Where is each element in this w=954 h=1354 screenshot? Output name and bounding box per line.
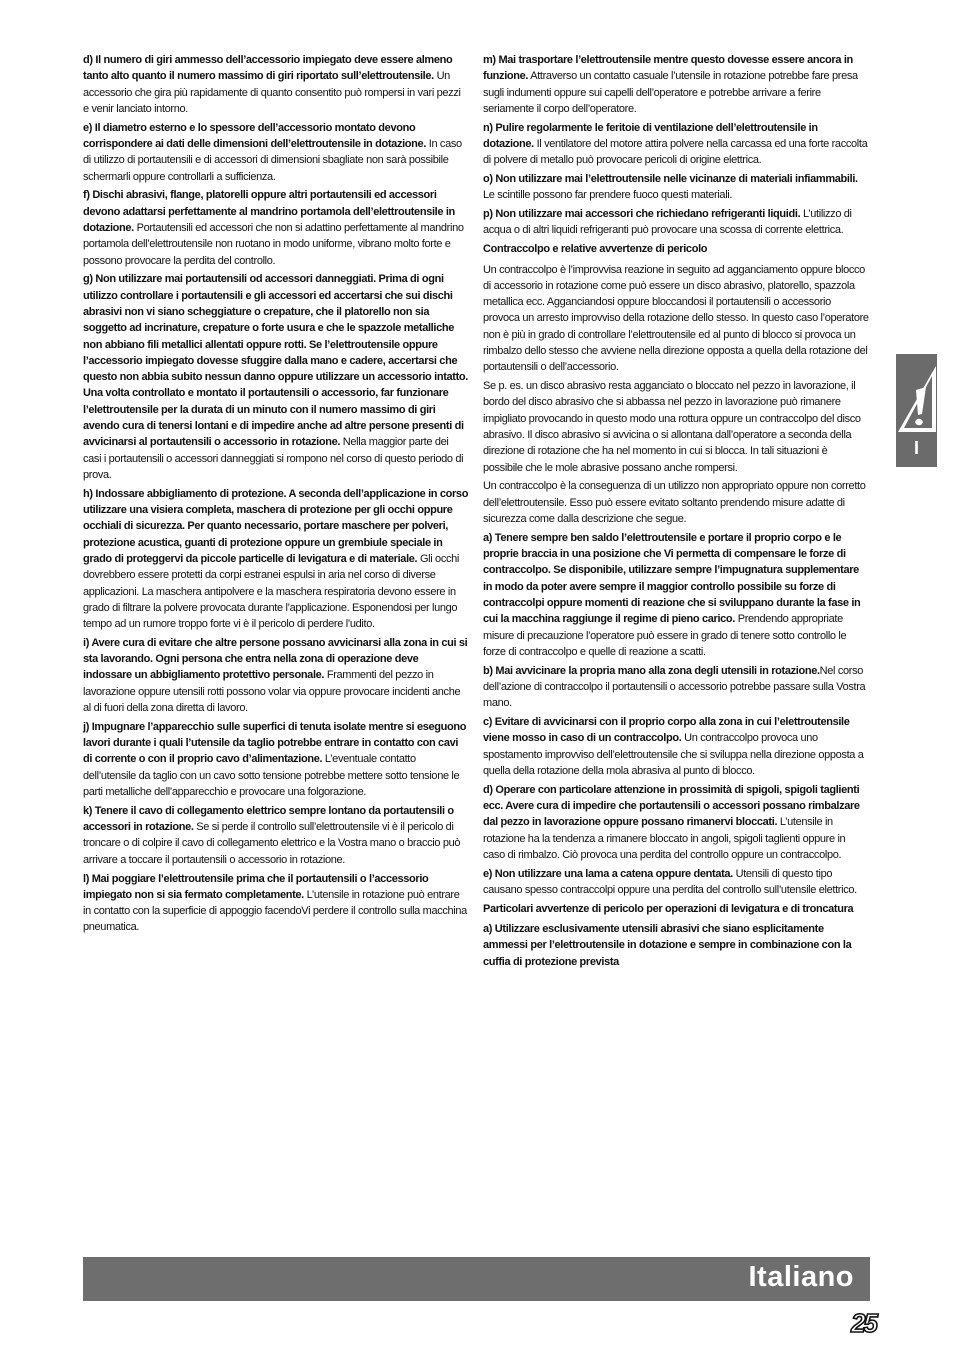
kickback-item-d: d) Operare con particolare attenzione in prossimità di spigoli, spigoli taglienti ecc. Avere cura di impedire che portautensili o accessori possano rimbalzare dal pezzo in lavorazione oppure possano rimanervi bloccati. L’utensile in rotazione ha la tendenza a rimanere bloccato in angoli, spigoli taglienti oppure in caso di rimbalzo. Ciò provoca una perdita del controllo oppure un contraccolpo. [483, 783, 860, 861]
paragraph-k: k) Tenere il cavo di collegamento elettrico sempre lontano da portautensili o accessori in rotazione. Se si perde il controllo sull’elettroutensile vi è il pericolo di troncare o di colpire il cavo di collegamento elettrico e la Vostra mano o braccio può arrivare a toccare il portautensili o accessorio in rotazione. [83, 804, 461, 866]
grinding-item-a: a) Utilizzare esclusivamente utensili abrasivi che siano esplicitamente ammessi per l’elettroutensile in dotazione e sempre in combinazione con la cuffia di protezione prevista [483, 923, 852, 968]
kickback-item-e: e) Non utilizzare una lama a catena oppure dentata. Utensili di questo tipo causano spesso contraccolpi oppure una perdita del controllo sull’utensile elettrico. [483, 867, 857, 897]
language-title: Italiano [748, 1261, 854, 1293]
warning-icon [896, 362, 937, 434]
left-column [83, 52, 469, 938]
paragraph-m: m) Mai trasportare l’elettroutensile mentre questo dovesse essere ancora in funzione. Attraverso un contatto casuale l’utensile in rotazione potrebbe fare presa sugli indumenti oppure sui capelli dell’operatore e potrebbe arrivare a ferire seriamente il corpo dell’operatore. [483, 54, 858, 115]
language-tab [896, 354, 937, 467]
kickback-intro-2: Se p. es. un disco abrasivo resta agganciato o bloccato nel pezzo in lavorazione, il bordo del disco abrasivo che si abbassa nel pezzo in lavorazione può rimanere impigliato provocando in questo modo una rottura oppure un contraccolpo del disco abrasivo. Il disco abrasivo si avvicina o si allontana dall’operatore a seconda della direzione di rotazione che ha nel momento in cui si blocca. In tali situazioni è possibile che le mole abrasive possano anche rompersi. [483, 380, 861, 474]
kickback-item-c: c) Evitare di avvicinarsi con il proprio corpo alla zona in cui l’elettroutensile viene mosso in caso di un contraccolpo. Un contraccolpo provoca uno spostamento improvviso dell’elettroutensile che si sviluppa nella direzione opposta a quella della rotazione della mola abrasiva al punto di blocco. [483, 716, 864, 777]
right-column [483, 52, 869, 973]
paragraph-o: o) Non utilizzare mai l’elettroutensile nelle vicinanze di materiali infiammabili. Le scintille possono far prendere fuoco questi materiali. [483, 173, 858, 202]
kickback-item-b: b) Mai avvicinare la propria mano alla zona degli utensili in rotazione.Nel corso dell’azione di contraccolpo il portautensili o accessorio potrebbe passare sulla Vostra mano. [483, 664, 866, 710]
paragraph-l: l) Mai poggiare l’elettroutensile prima che il portautensili o l’accessorio impiegato non si sia fermato completamente. L’utensile in rotazione può entrare in contatto con la superficie di appoggio facendoVi perdere il controllo sulla macchina pneumatica. [83, 872, 467, 934]
paragraph-d: d) Il numero di giri ammesso dell’accessorio impiegato deve essere almeno tanto alto quanto il numero massimo di giri riportato sull’elettroutensile. Un accessorio che gira più rapidamente di quanto consentito può rompersi in vari pezzi e venir lanciato intorno. [83, 54, 461, 115]
paragraph-e: e) Il diametro esterno e lo spessore dell’accessorio montato devono corrispondere ai dati delle dimensioni dell’elettroutensile in dotazione. In caso di utilizzo di portautensili e di accessori di dimensioni sbagliate non sarà possibile schermarli oppure controllarli a sufficienza. [83, 121, 462, 183]
paragraph-p: p) Non utilizzare mai accessori che richiedano refrigeranti liquidi. L’utilizzo di acqua o di altri liquidi refrigeranti può provocare una scossa di corrente elettrica. [483, 208, 852, 237]
paragraph-j: j) Impugnare l’apparecchio sulle superfici di tenuta isolate mentre si eseguono lavori durante i quali l’utensile da taglio potrebbe entrare in contatto con cavi di corrente o con il proprio cavo d’alimentazione. L’eventuale contatto dell’utensile da taglio con un cavo sotto tensione potrebbe mettere sotto tensione le parti metalliche dell’apparecchio e provocare una folgorazione. [83, 720, 467, 799]
page-number: 25 [851, 1308, 876, 1338]
grinding-heading: Particolari avvertenze di pericolo per operazioni di levigatura e di troncatura [483, 902, 854, 915]
paragraph-h: h) Indossare abbigliamento di protezione. A seconda dell’applicazione in corso utilizzare una visiera completa, maschera di protezione per gli occhi oppure occhiali di sicurezza. Per quanto necessario, portare maschere per polveri, protezione acustica, guanti di protezione oppure un grembiule speciale in grado di proteggervi da piccole particelle di levigatura e di materiale. Gli occhi dovrebbero essere protetti da corpi estranei espulsi in aria nel corso di diverse applicazioni. La maschera antipolvere e la maschera respiratoria devono essere in grado di filtrare la polvere provocata durante l’applicazione. Esponendosi per lungo tempo ad un rumore troppo forte vi è il pericolo di perdere l’udito. [83, 487, 469, 631]
kickback-intro-3: Un contraccolpo è la conseguenza di un utilizzo non appropriato oppure non corretto dell’elettroutensile. Esso può essere evitato soltanto prendendo misure adatte di sicurezza come dalla descrizione che segue. [483, 480, 866, 526]
kickback-item-a: a) Tenere sempre ben saldo l’elettroutensile e portare il proprio corpo e le proprie braccia in una posizione che Vi permetta di compensare le forze di contraccolpo. Se disponibile, utilizzare sempre l’impugnatura supplementare in modo da poter avere sempre il maggior controllo possibile su forze di contraccolpi oppure momenti di reazione che si sviluppano durante la fase in cui la macchina raggiunge il regime di pieno carico. Prendendo appropriate misure di precauzione l’operatore può essere in grado di tenere sotto controllo le forze di contraccolpo e quelle di reazione a scatti. [483, 531, 861, 658]
paragraph-g: g) Non utilizzare mai portautensili od accessori danneggiati. Prima di ogni utilizzo controllare i portautensili e gli accessori ed accertarsi che sui dischi abrasivi non vi siano scheggiature o crepature, che il platorello non sia soggetto ad incrinature, crepature o forte usura e che le spazzole metalliche non abbiano fili metallici allentati oppure rotti. Se l’elettroutensile oppure l’accessorio impiegato dovesse sfuggire dalla mano e cadere, accertarsi che questo non abbia subito nessun danno oppure utilizzare un accessorio intatto. Una volta controllato e montato il portautensili o accessorio, far funzionare l’elettroutensile per la durata di un minuto con il numero massimo di giri avendo cura di tenersi lontani e di impedire anche ad altre persone presenti di avvicinarsi al portautensili o accessorio in rotazione. Nella maggior parte dei casi i portautensili o accessori danneggiati si rompono nel corso di questo periodo di prova. [83, 273, 468, 481]
paragraph-f: f) Dischi abrasivi, flange, platorelli oppure altri portautensili ed accessori devono adattarsi perfettamente al mandrino portamola dell’elettroutensile in dotazione. Portautensili ed accessori che non si adattino perfettamente al mandrino portamola dell’elettroutensile non ruotano in modo uniforme, vibrano molto forte e possono provocare la perdita del controllo. [83, 189, 464, 267]
paragraph-i: i) Avere cura di evitare che altre persone possano avvicinarsi alla zona in cui si sta lavorando. Ogni persona che entra nella zona di operazione deve indossare un abbigliamento protettivo personale. Frammenti del pezzo in lavorazione oppure utensili rotti possono volar via oppure provocare incidenti anche al di fuori della zona diretta di lavoro. [83, 636, 468, 715]
kickback-heading: Contraccolpo e relative avvertenze di pericolo [483, 243, 708, 256]
language-footer-bar [83, 1257, 870, 1301]
kickback-intro-1: Un contraccolpo è l’improvvisa reazione in seguito ad agganciamento oppure blocco di accessorio in rotazione come può essere un disco abrasivo, platorello, spazzola metallica ecc. Agganciandosi oppure bloccandosi il portautensili o accessorio provoca un arresto improvviso della rotazione dello stesso. In questo caso l’operatore non è più in grado di controllare l’elettroutensile ed al punto di blocco si provoca un rimbalzo dello stesso che avviene nella direzione opposta a quella della rotazione del portautensili o dell’accessorio. [483, 263, 869, 374]
paragraph-n: n) Pulire regolarmente le feritoie di ventilazione dell’elettroutensile in dotazione. Il ventilatore del motore attira polvere nella carcassa ed una forte raccolta di polvere di metallo può provocare pericoli di origine elettrica. [483, 121, 868, 167]
language-letter: I [913, 438, 919, 458]
